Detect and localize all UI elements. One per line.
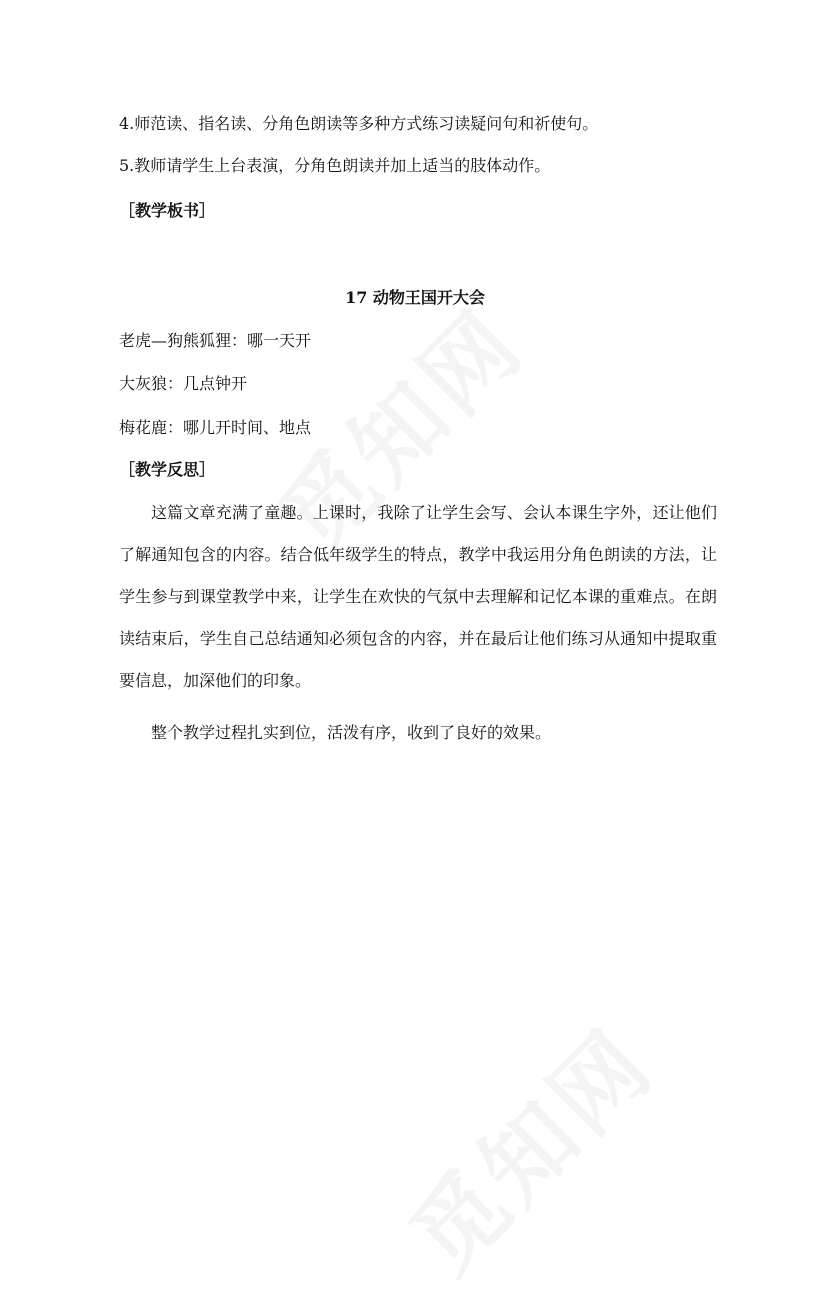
blackboard-line: 大灰狼：几点钟开 <box>119 374 248 393</box>
reflection-paragraph: 整个教学过程扎实到位，活泼有序，收到了良好的效果。 <box>151 723 552 742</box>
blackboard-line: 梅花鹿：哪儿开时间、地点 <box>119 418 312 437</box>
blackboard-title: 17 动物王国开大会 <box>345 288 485 307</box>
step-4: 4.师范读、指名读、分角色朗读等多种方式练习读疑问句和祈使句。 <box>119 114 599 133</box>
reflection-heading: ［教学反思］ <box>119 460 216 479</box>
step-5: 5.教师请学生上台表演，分角色朗读并加上适当的肢体动作。 <box>119 156 551 175</box>
blackboard-heading: ［教学板书］ <box>119 201 216 220</box>
blackboard-line: 老虎—狗熊狐狸：哪一天开 <box>119 331 312 350</box>
watermark <box>376 995 677 1296</box>
reflection-paragraph: 这篇文章充满了童趣。上课时，我除了让学生会写、会认本课生字外，还让他们了解通知包含的内容。结合低年级学生的特点，教学中我运用分角色朗读的方法，让学生参与到课堂教学中来，让学生在欢快的气氛中去理解和记忆本课的重难点。在朗读结束后，学生自己总结通知必须包含的内容，并在最后让他们练习从通知中提取重要信息，加深他们的印象。 <box>119 503 717 690</box>
